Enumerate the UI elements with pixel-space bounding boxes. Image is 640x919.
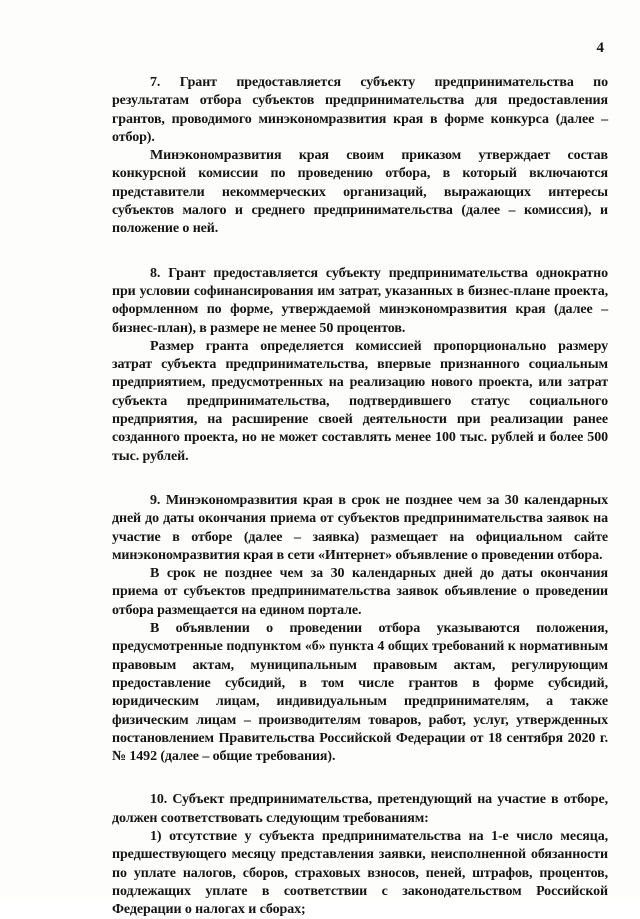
clause-8 [112, 265, 608, 466]
paragraph: Размер гранта определяется комиссией пропорционально размеру затрат субъекта предпринимательства, впервые признанного социальным предприятием, предусмотренных на реализацию нового проекта, или затрат субъекта предпринимательства, подтвердившего статус социального предприятия, на расширение своей деятельности при реализации ранее созданного проекта, но не может составлять менее 100 тыс. рублей и более 500 тыс. рублей. [112, 338, 608, 464]
paragraph: 1) отсутствие у субъекта предпринимательства на 1-е число месяца, предшествующего месяцу представления заявки, неисполненной обязанности по уплате налогов, сборов, страховых взносов, пеней, штрафов, процентов, подлежащих уплате в соответствии с законодательством Российской Федерации о налогах и сборах; [112, 828, 608, 918]
paragraph: В объявлении о проведении отбора указываются положения, предусмотренные подпунктом «б» пункта 4 общих требований к нормативным правовым актам, муниципальным правовым актам, регулирующим предоставление субсидий, в том числе грантов в форме субсидий, юридическим лицам, индивидуальным предпринимателям, а также физическим лицам – производителям товаров, работ, услуг, утвержденных постановлением Правительства Российской Федерации от 18 сентября 2020 г. № 1492 (далее – общие требования). [112, 621, 608, 765]
paragraph: Минэкономразвития края своим приказом утверждает состав конкурсной комиссии по проведению отбора, в который включаются представители некоммерческих организаций, выражающих интересы субъектов малого и среднего предпринимательства (далее – комиссия), и положение о ней. [112, 148, 608, 237]
clause-9 [112, 492, 608, 766]
paragraph: 10. Субъект предпринимательства, претендующий на участие в отборе, должен соответствовать следующим требованиям: [112, 792, 608, 826]
paragraph: 7. Грант предоставляется субъекту предпринимательства по результатам отбора субъектов предпринимательства для предоставления грантов, проводимого минэкономразвития края в форме конкурса (далее – отбор). [112, 75, 608, 145]
document-body [112, 74, 608, 919]
page-number: 4 [596, 40, 604, 56]
paragraph: 8. Грант предоставляется субъекту предпринимательства однократно при условии софинансирования им затрат, указанных в бизнес-плане проекта, оформленном по форме, утверждаемой минэкономразвития края (далее – бизнес-план), в размере не менее 50 процентов. [112, 265, 608, 336]
paragraph: 9. Минэкономразвития края в срок не позднее чем за 30 календарных дней до даты окончания приема от субъектов предпринимательства заявок на участие в отборе (далее – заявка) размещает на официальном сайте минэкономразвития края в сети «Интернет» объявление о проведении отбора. [112, 492, 608, 563]
paragraph: В срок не позднее чем за 30 календарных дней до даты окончания приема от субъектов предпринимательства заявок объявление о проведении отбора размещается на едином портале. [112, 566, 608, 618]
clause-7 [112, 74, 608, 239]
